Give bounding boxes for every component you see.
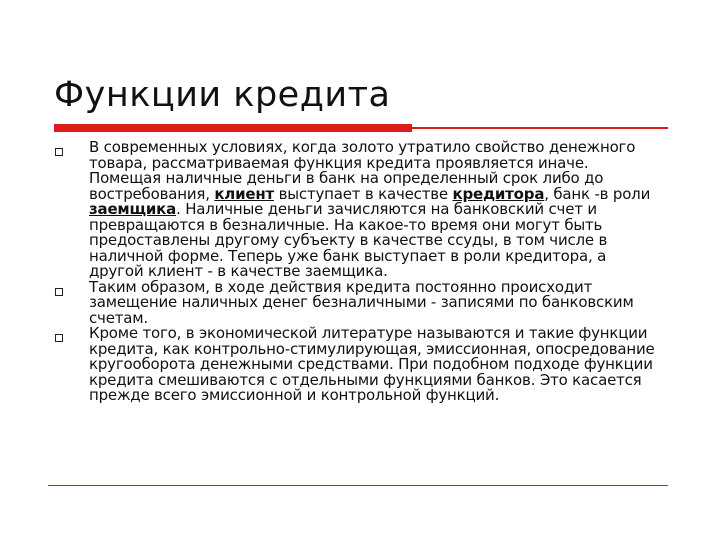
bullet-list [54,140,664,404]
slide-title: Функции кредита [54,75,391,115]
bullet-text: выступает в качестве [274,184,453,203]
title-underline [54,124,668,132]
bullet-text: Кроме того, в экономической литературе называются и такие функции кредита, как контрольно-стимулирующая, эмиссионная, опосредование кругооборота денежными средствами. При подобном подходе функции кредита смешиваются с отдельными функциями банков. Это касается прежде всего эмиссионной и контрольной функций. [89,324,655,404]
bottom-divider [48,485,668,486]
hollow-square-icon [55,288,63,296]
hollow-square-icon [55,334,63,342]
bullet-text: . Наличные деньги зачисляются на банковский счет и превращаются в безналичные. На какое-то время они могут быть предоставлены другому субъекту в качестве ссуды, в том числе в наличной форме. Теперь уже банк выступает в роли кредитора, а другой клиент - в качестве заемщика. [89,200,608,280]
bullet-text: Таким образом, в ходе действия кредита постоянно происходит замещение наличных денег безналичными - записями по банковским счетам. [89,277,634,327]
bullet-item-1 [54,140,664,280]
title-underline-thin [412,127,668,129]
hollow-square-icon [55,148,63,156]
bullet-item-2 [54,277,664,327]
bullet-item-3 [54,326,664,404]
bullet-keyword: клиент [214,184,275,203]
bullet-keyword: кредитора [452,184,545,203]
title-underline-thick [54,124,412,132]
bullet-keyword: заемщика [89,200,177,218]
bullet-text: , банк -в роли [544,184,651,203]
bullet-text: В современных условиях, когда золото утратило свойство денежного товара, рассматриваемая функция кредита проявляется иначе. Помещая наличные деньги в банк на определенный срок либо до востребования, [89,138,636,203]
